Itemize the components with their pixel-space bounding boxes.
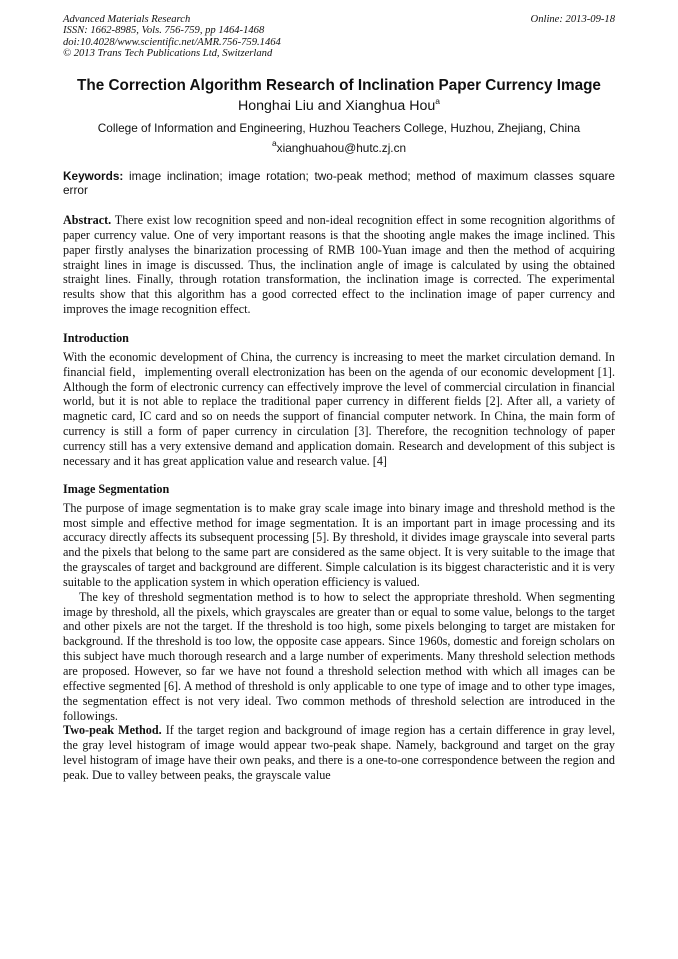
segmentation-paragraph-2: The key of threshold segmentation method is to how to select the appropriate threshold. When segmenting image by threshold, all the pixels, which grayscales are greater than or equal to some value, belongs to the target and other pixels are not the target. If the threshold is too high, some pixels belonging to target are mistaken for background. If the threshold is too low, the opposite case appears. Since 1960s, domestic and foreign scholars on this subject have much thorough research and a large number of experiments. Many threshold selection methods are proposed. However, so far we have not found a threshold selection method with which all images can be effective segmented [6]. A method of threshold is only applicable to one type of image and to other type images, the segmentation effect is not very ideal. Two common methods of threshold selection are introduced in the followings. xyxy=(63,589,615,723)
author-names: Honghai Liu and Xianghua Hou xyxy=(238,97,436,114)
keywords-label: Keywords: xyxy=(63,168,124,183)
keywords xyxy=(63,169,615,197)
online-date: Online: 2013-09-18 xyxy=(530,14,615,25)
two-peak-paragraph xyxy=(63,723,615,782)
introduction-heading: Introduction xyxy=(63,330,129,345)
paper-title: The Correction Algorithm Research of Inclination Paper Currency Image xyxy=(77,76,601,94)
segmentation-paragraph-1: The purpose of image segmentation is to make gray scale image into binary image and threshold method is the most simple and effective method for image segmentation. It is an important part in image processing and its accuracy directly affects its subsequent processing [5]. By threshold, it divides image grayscale into several parts and the pixels that belong to the same part are considered as the same object. It is very suitable to the image that the grayscales of target and background are different. Simple calculation is its biggest characteristic and it is very suitable to the application system in which operation efficiency is valued. xyxy=(63,500,615,589)
author-line xyxy=(63,97,615,115)
author-affiliation-marker: a xyxy=(435,95,440,106)
segmentation-heading: Image Segmentation xyxy=(63,481,170,496)
affiliation: College of Information and Engineering, Huzhou Teachers College, Huzhou, Zhejiang, China xyxy=(97,120,581,135)
email-line xyxy=(63,137,615,156)
abstract-label: Abstract. xyxy=(63,213,112,228)
paper-page xyxy=(63,14,615,783)
journal-header xyxy=(63,14,615,60)
abstract-text: There exist low recognition speed and non-ideal recognition effect in some recognition algorithms of paper currency value. One of very important reasons is that the shooting angle makes the image inclined. This paper firstly analyses the binarization processing of RMB 100-Yuan image and then the method of acquiring straight lines in image is discussed. Thus, the inclination angle of image is calculated by using the obtained straight lines. Finally, through rotation transformation, the inclination image is corrected. The experimental results show that this algorithm has a good corrected effect to the inclination image of paper currency and improves the image recognition effect. xyxy=(63,213,615,317)
email-address[interactable]: xianghuahou@hutc.zj.cn xyxy=(276,140,407,155)
abstract xyxy=(63,213,615,317)
copyright-line: © 2013 Trans Tech Publications Ltd, Switzerland xyxy=(63,48,273,60)
two-peak-label: Two-peak Method. xyxy=(63,723,162,738)
keywords-text: image inclination; image rotation; two-peak method; method of maximum classes square error xyxy=(63,168,615,197)
introduction-paragraph: With the economic development of China, the currency is increasing to meet the market circulation demand. In financial field，implementing overall electronization has been on the agenda of our economic development [1]. Although the form of electronic currency can effectively improve the level of commercial circulation in financial world, but it is not able to replace the traditional paper currency in different fields [2]. After all, a variety of magnetic card, IC card and so on needs the support of financial computer network. In China, the main form of currency is still a form of paper currency in circulation [3]. Therefore, the recognition technology of paper currency still has a very extensive demand and application domain. Research and development of this subject is necessary and it has great application value and research value. [4] xyxy=(63,349,615,468)
email-affiliation-marker: a xyxy=(271,137,277,148)
issn-line: ISSN: 1662-8985, Vols. 756-759, pp 1464-1468 xyxy=(63,25,265,37)
two-peak-text: If the target region and background of image region has a certain difference in gray level, the gray level histogram of image would appear two-peak shape. Namely, background and target on the gray level histogram of image have their own peaks, and there is a one-to-one correspondence between the region and peak. Due to valley between peaks, the grayscale value xyxy=(63,723,615,782)
journal-name: Advanced Materials Research xyxy=(63,14,191,25)
doi-line[interactable]: doi:10.4028/www.scientific.net/AMR.756-759.1464 xyxy=(63,36,281,48)
